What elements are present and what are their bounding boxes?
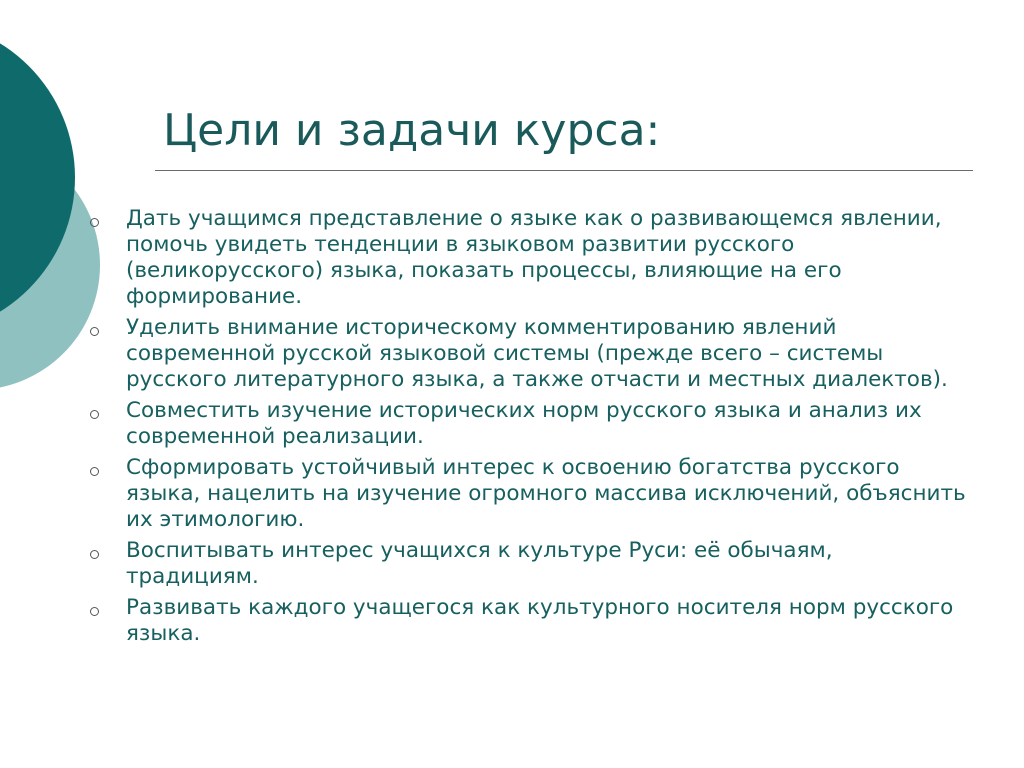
circle-bullet-icon [90,607,99,616]
list-item [90,595,970,647]
list-item-text: Совместить изучение исторических норм русского языка и анализ их современной реализации. [126,398,922,449]
circle-bullet-icon [90,218,99,227]
bullet-list [90,206,970,652]
list-item [90,398,970,450]
list-item [90,538,970,590]
list-item-text: Сформировать устойчивый интерес к освоению богатства русского языка, нацелить на изучение огромного массива исключений, объяснить их этимологию. [126,455,966,532]
list-item [90,206,970,310]
list-item [90,315,970,393]
list-item-text: Развивать каждого учащегося как культурного носителя норм русского языка. [126,595,954,646]
title-divider [155,170,973,171]
list-item-text: Уделить внимание историческому комментированию явлений современной русской языковой системы (прежде всего – системы русского литературного языка, а также отчасти и местных диалектов). [126,315,948,392]
circle-bullet-icon [90,550,99,559]
slide-title: Цели и задачи курса: [163,105,661,156]
circle-bullet-icon [90,410,99,419]
circle-bullet-icon [90,467,99,476]
list-item-text: Дать учащимся представление о языке как о развивающемся явлении, помочь увидеть тенденции в языковом развитии русского (великорусского) языка, показать процессы, влияющие на его формирование. [126,206,942,309]
circle-bullet-icon [90,327,99,336]
list-item-text: Воспитывать интерес учащихся к культуре Руси: её обычаям, традициям. [126,538,833,589]
list-item [90,455,970,533]
